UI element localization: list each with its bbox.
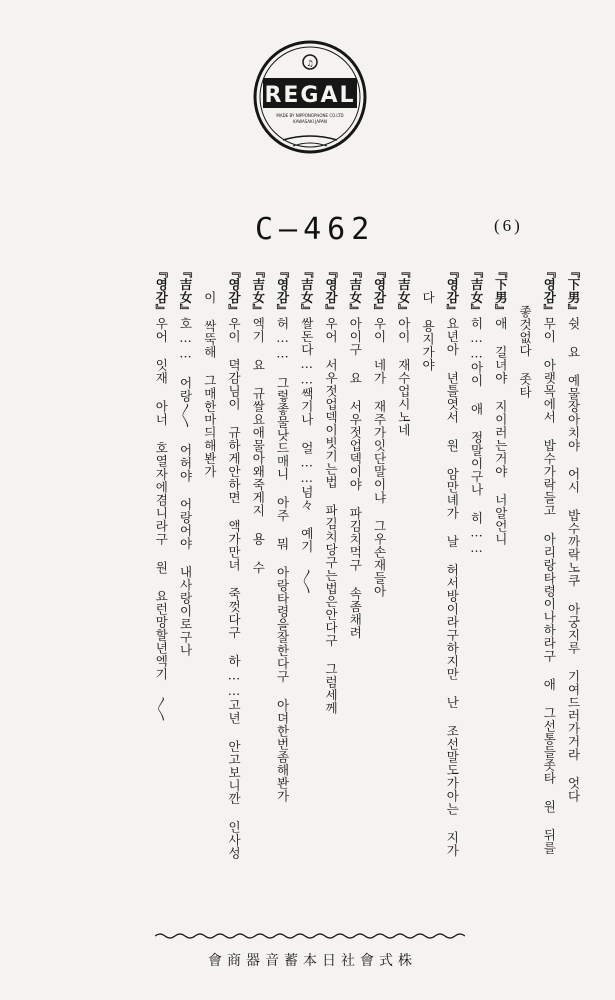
line-text: 우어 잇재 아너 호열자에겸니라구 원 요런망할년엑기 〳〵 (153, 317, 169, 722)
lyric-line (512, 265, 536, 865)
speaker-label: 『吉女』 (299, 265, 315, 317)
speaker-label: 『영감』 (372, 265, 387, 317)
lyric-line (367, 265, 391, 865)
line-text: 호…… 어랑〳〵 어허야 어랑어야 내사랑이로구나 (178, 317, 193, 657)
lyric-line (221, 265, 245, 865)
publisher-footer: 會商器音蓄本日社會式株 (208, 953, 417, 969)
lyric-line (537, 265, 561, 865)
speaker-label: 『下男』 (566, 265, 581, 317)
speaker-label: 『영감』 (275, 265, 290, 317)
line-text: 우이 뎍감님이 규하게안하면 액가만녀 죽껏다구 하……고년 안고보니깐 인사성 (226, 317, 242, 860)
page-number: (6) (494, 216, 523, 235)
speaker-label: 『영감』 (153, 265, 169, 317)
lyric-line (343, 265, 367, 865)
lyric-line (464, 265, 488, 865)
line-text: 이 싹뚝해 그매한마듸해봔가 (202, 291, 218, 478)
line-text: 쉿 요 예물장아치야 어시 밥수까락노쿠 아궁지루 기여드러가거라 엇다 (566, 317, 581, 803)
speaker-label: 『吉女』 (396, 265, 412, 317)
line-text: 아이 재수업시노네 (396, 317, 412, 437)
svg-text:KAWASAKI JAPAN: KAWASAKI JAPAN (293, 119, 327, 124)
line-text: 좋것없다 좃타 (517, 305, 533, 399)
line-text: 무이 아랫목에서 밥수가락들고 아리랑타령이나하라구 애 그선통들좃타 원 뒤를 (541, 317, 557, 855)
lyric-line (415, 265, 439, 865)
lyric-columns (100, 265, 585, 865)
line-text: 애 길녀야 지이러는거야 너알언니 (493, 317, 509, 546)
speaker-label: 『吉女』 (469, 265, 484, 317)
line-text: 쌀돈다……쌕기나 얼……넘々 예기 〳〵 (299, 317, 315, 594)
lyric-line (173, 265, 197, 865)
line-text: 다 용지가야 (420, 291, 436, 372)
svg-text:♫: ♫ (306, 59, 314, 68)
lyric-line (561, 265, 585, 865)
line-text: 엑기 요 규쌀요애물아왜죽게지 용 수 (250, 317, 266, 574)
line-text: 아이구 요 서우젓업덱이야 파김치먹구 속좀채려 (347, 317, 363, 639)
speaker-label: 『下男』 (493, 265, 509, 317)
speaker-label: 『吉女』 (178, 265, 193, 317)
lyric-line (488, 265, 512, 865)
lyric-line (440, 265, 464, 865)
lyric-line (318, 265, 342, 865)
lyric-line (391, 265, 415, 865)
speaker-label: 『영감』 (444, 265, 460, 317)
speaker-label: 『영감』 (323, 265, 339, 317)
speaker-label: 『吉女』 (250, 265, 266, 317)
line-text: 우어 서우젓업덱이빗기는법 파김치당구는법은안다구 그럼세께 (323, 317, 339, 715)
svg-text:MADE BY NIPPONOPHONE CO.LTD: MADE BY NIPPONOPHONE CO.LTD (276, 113, 344, 118)
svg-text:REGAL: REGAL (264, 83, 356, 108)
line-text: 허…… 그렇좋물낫드매니 아주 뭐 아랑타령을잘한다구 아뎌한번좀해봔가 (275, 317, 290, 803)
regal-logo-graphic (253, 40, 367, 154)
line-text: 우이 네가 재주가잇단말이냐 그우손재들아 (372, 317, 387, 598)
lyric-line (197, 265, 221, 865)
lyric-line (246, 265, 270, 865)
wavy-divider (155, 932, 465, 940)
lyric-line (149, 265, 173, 865)
catalog-number: C—462 (255, 212, 376, 247)
lyric-line (270, 265, 294, 865)
lyric-line (294, 265, 318, 865)
speaker-label: 『영감』 (226, 265, 242, 317)
regal-label-logo (253, 40, 367, 154)
speaker-label: 『吉女』 (347, 265, 363, 317)
speaker-label: 『영감』 (541, 265, 557, 317)
line-text: 히……아이 애 정말이구나 히…… (469, 317, 484, 556)
line-text: 요년아 년틀엿서 원 암만녜가 날 허서방이라구하지만 난 조선말도가아는 지가 (444, 317, 460, 857)
